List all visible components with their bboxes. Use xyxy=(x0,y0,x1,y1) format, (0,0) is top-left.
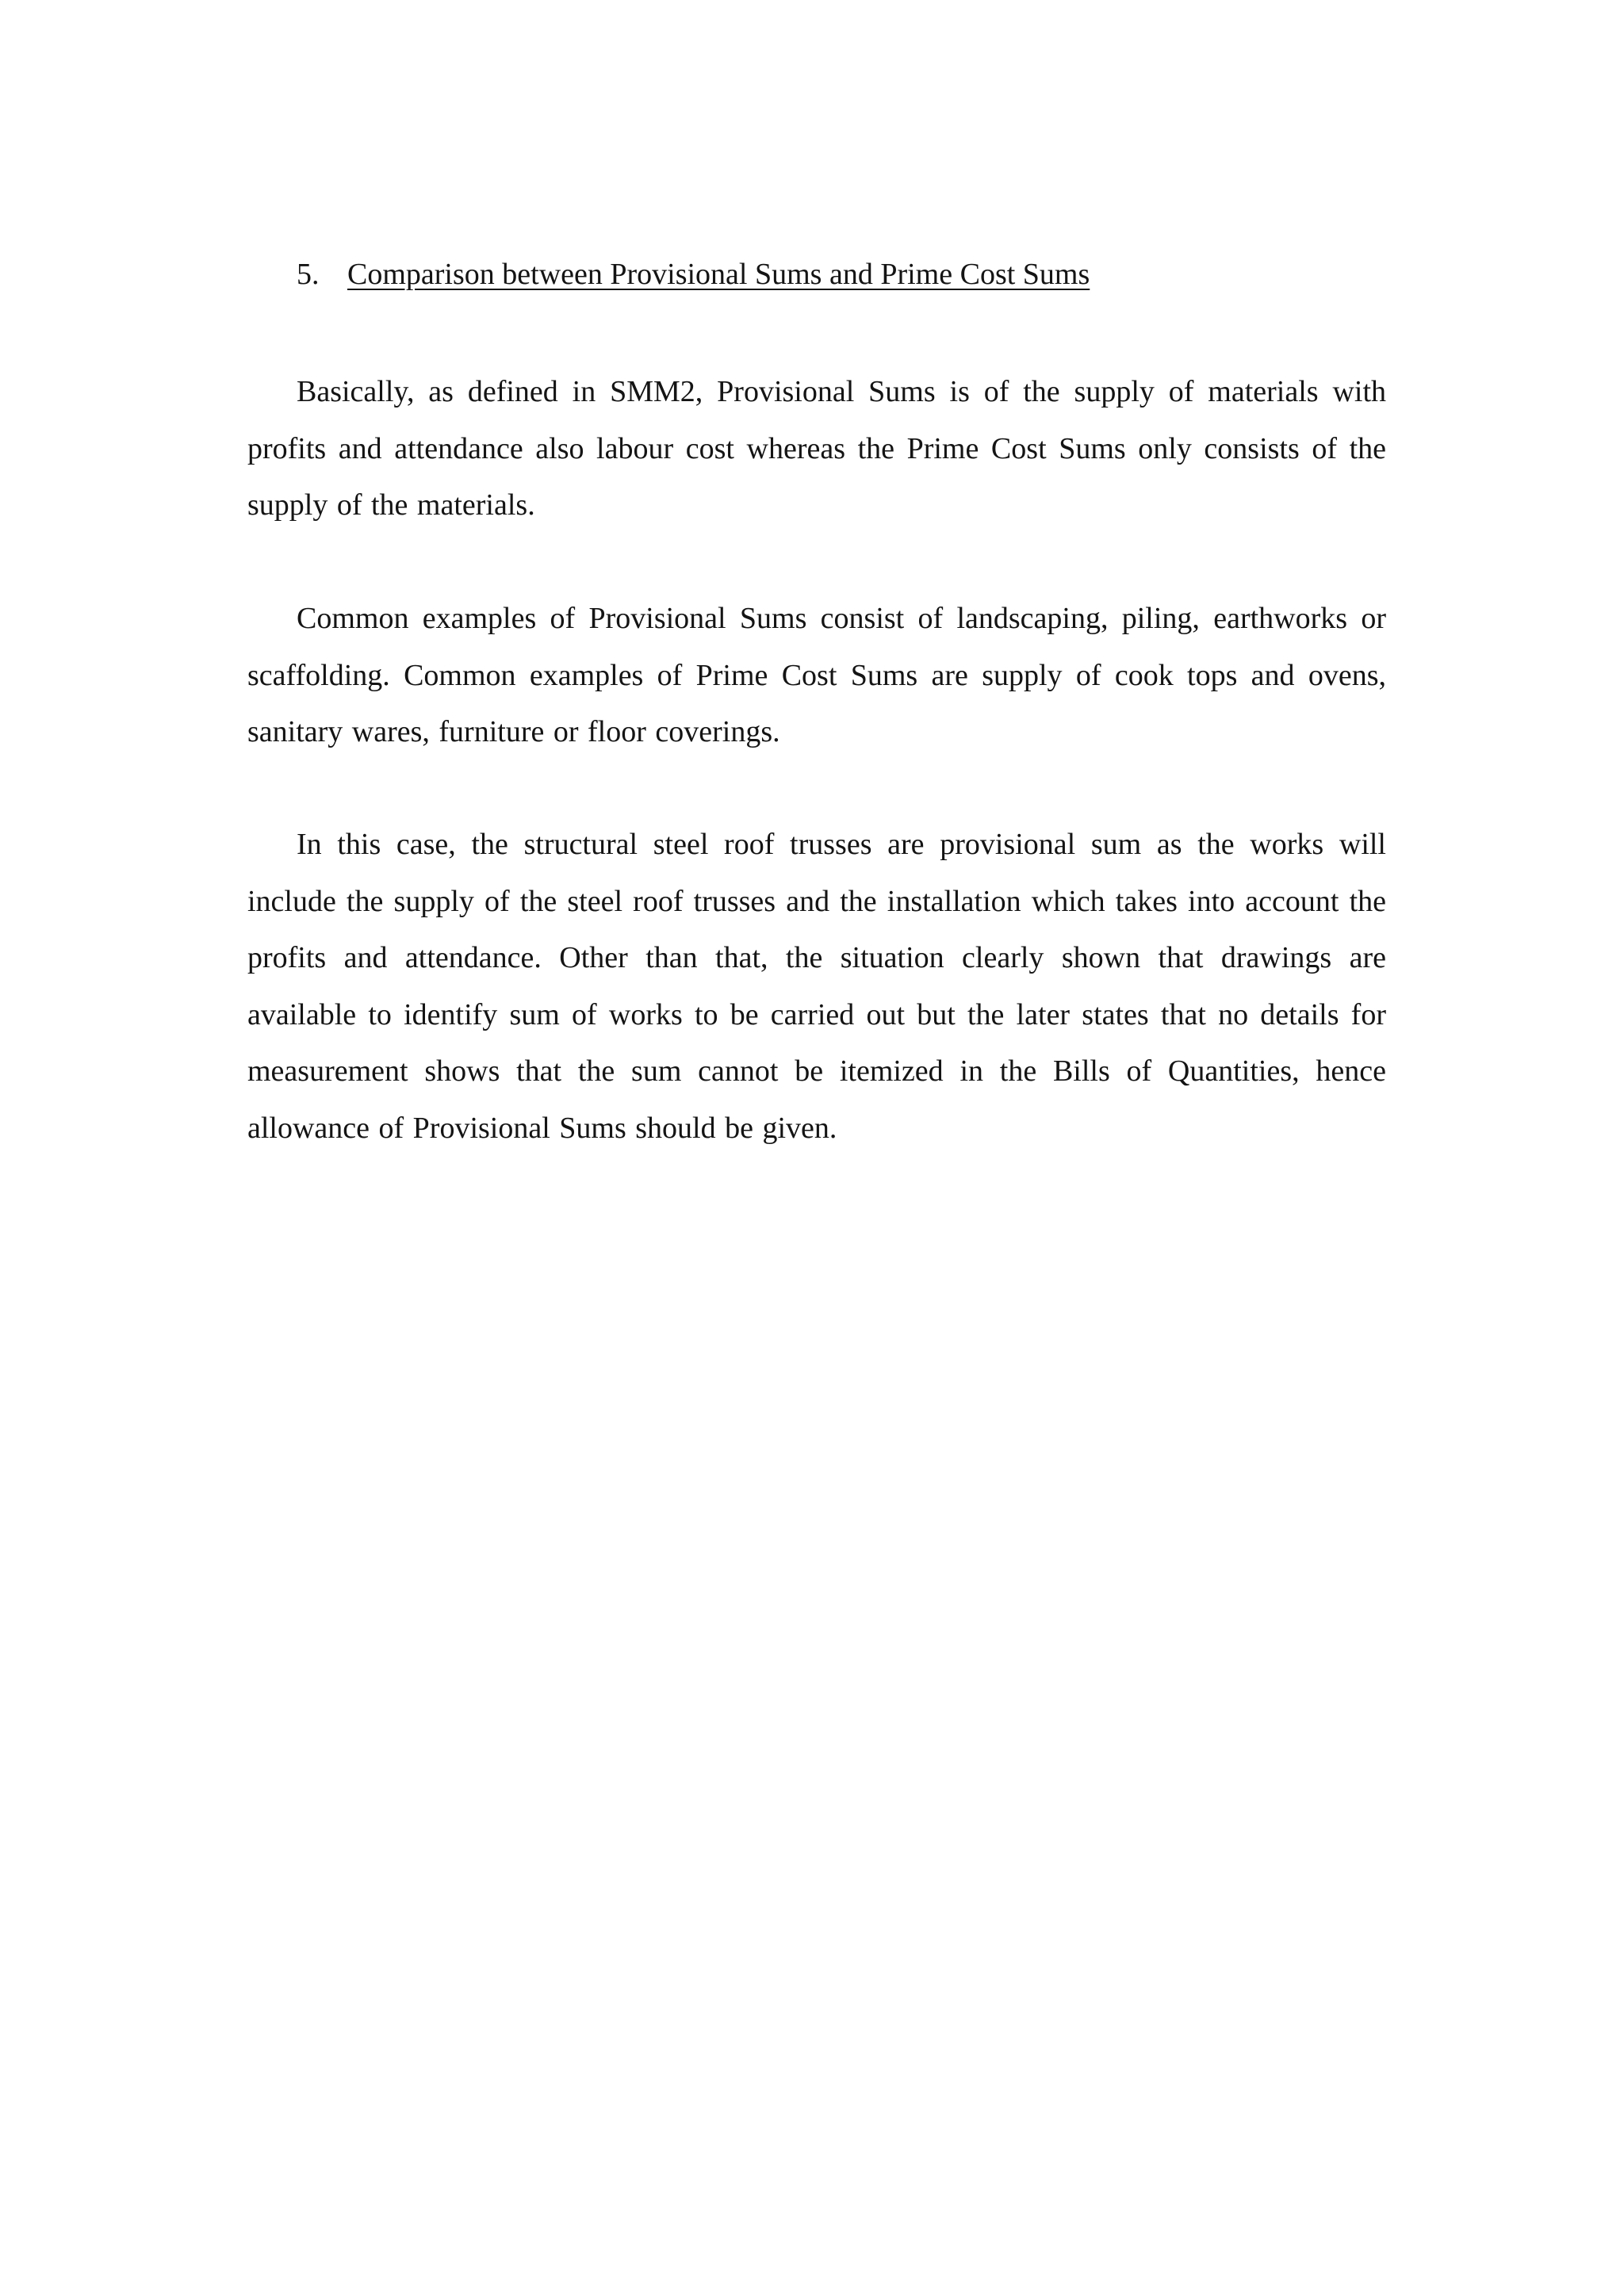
paragraph-examples: Common examples of Provisional Sums consist of landscaping, piling, earthworks or scaffolding. Common examples of Prime Cost Sums are supply of cook tops and ovens, sanitary wares, furniture or floor coverings. xyxy=(247,602,1386,748)
paragraph-case-analysis-block xyxy=(247,817,1386,1157)
paragraph-case-analysis: In this case, the structural steel roof trusses are provisional sum as the works will include the supply of the steel roof trusses and the installation which takes into account the profits and attendance. Other than that, the situation clearly shown that drawings are available to identify sum of works to be carried out but the later states that no details for measurement shows that the sum cannot be itemized in the Bills of Quantities, hence allowance of Provisional Sums should be given. xyxy=(247,828,1386,1145)
paragraph-definition: Basically, as defined in SMM2, Provisional Sums is of the supply of materials with profits and attendance also labour cost whereas the Prime Cost Sums only consists of the supply of the materials. xyxy=(247,375,1386,522)
section-heading xyxy=(297,252,1090,297)
section-title: Comparison between Provisional Sums and Prime Cost Sums xyxy=(347,258,1090,291)
paragraph-definition-block xyxy=(247,364,1386,534)
paragraph-examples-block xyxy=(247,591,1386,761)
section-number: 5. xyxy=(297,258,320,291)
